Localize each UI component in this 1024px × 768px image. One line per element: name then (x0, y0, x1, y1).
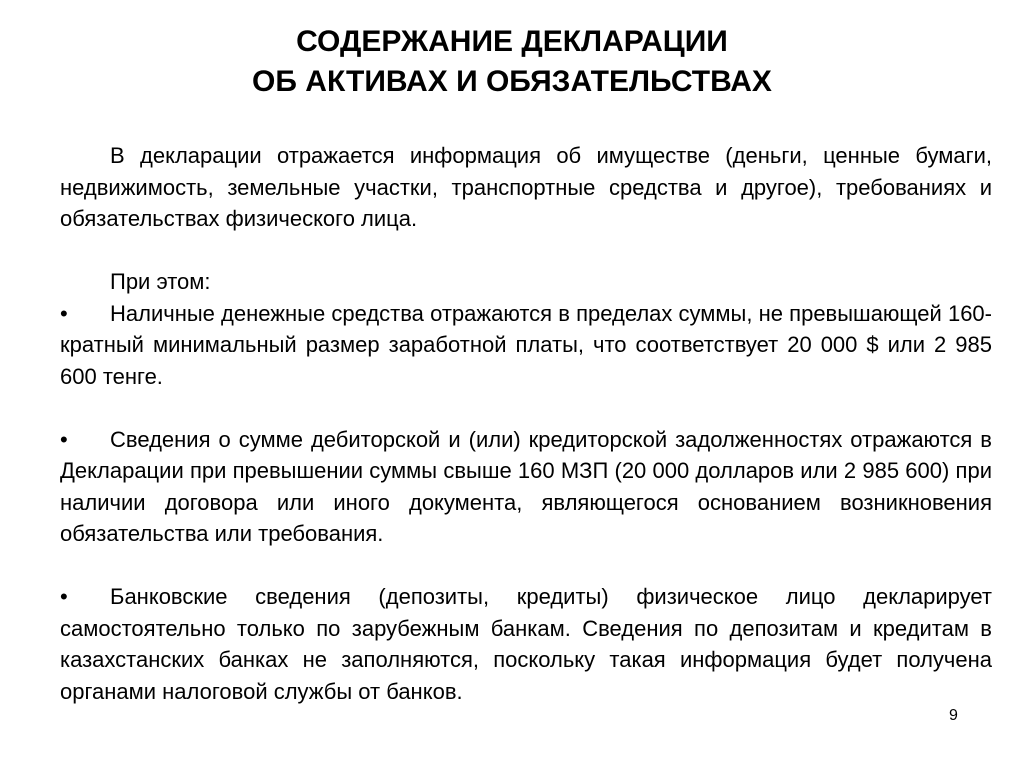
bullet-item-debts (60, 424, 992, 550)
bullet-icon: • (60, 300, 68, 326)
slide-title (0, 22, 1024, 102)
slide-title-line-1: СОДЕРЖАНИЕ ДЕКЛАРАЦИИ (296, 25, 728, 58)
intro-paragraph: В декларации отражается информация об имуществе (деньги, ценные бумаги, недвижимость, земельные участки, транспортные средства и другое), требованиях и обязательствах физического лица. (60, 143, 992, 231)
page-number: 9 (949, 707, 958, 724)
spacer (60, 550, 992, 582)
bullet-item-banks (60, 581, 992, 707)
bullet-icon: • (60, 584, 68, 609)
bullet-text: Сведения о сумме дебиторской и (или) кредиторской задолженностях отражаются в Декларации при превышении суммы свыше 160 МЗП (20 000 долларов или 2 985 600) при наличии договора или иного документа, являющегося основанием возникновения обязательства или требования. (60, 426, 992, 546)
slide-title-line-2: ОБ АКТИВАХ И ОБЯЗАТЕЛЬСТВАХ (252, 65, 772, 98)
spacer (60, 235, 992, 267)
slide-body (60, 140, 992, 707)
bullet-item-cash (60, 298, 992, 393)
bullet-icon: • (60, 426, 68, 452)
lead-in-text: При этом: (110, 269, 211, 294)
bullet-text: Наличные денежные средства отражаются в пределах суммы, не превышающей 160-кратный минимальный размер заработной платы, что соответствует 20 000 $ или 2 985 600 тенге. (60, 300, 992, 389)
spacer (60, 392, 992, 424)
bullet-text: Банковские сведения (депозиты, кредиты) физическое лицо декларирует самостоятельно только по зарубежным банкам. Сведения по депозитам и кредитам в казахстанских банках не заполняются, поскольку такая информация будет получена органами налоговой службы от банков. (60, 584, 992, 704)
